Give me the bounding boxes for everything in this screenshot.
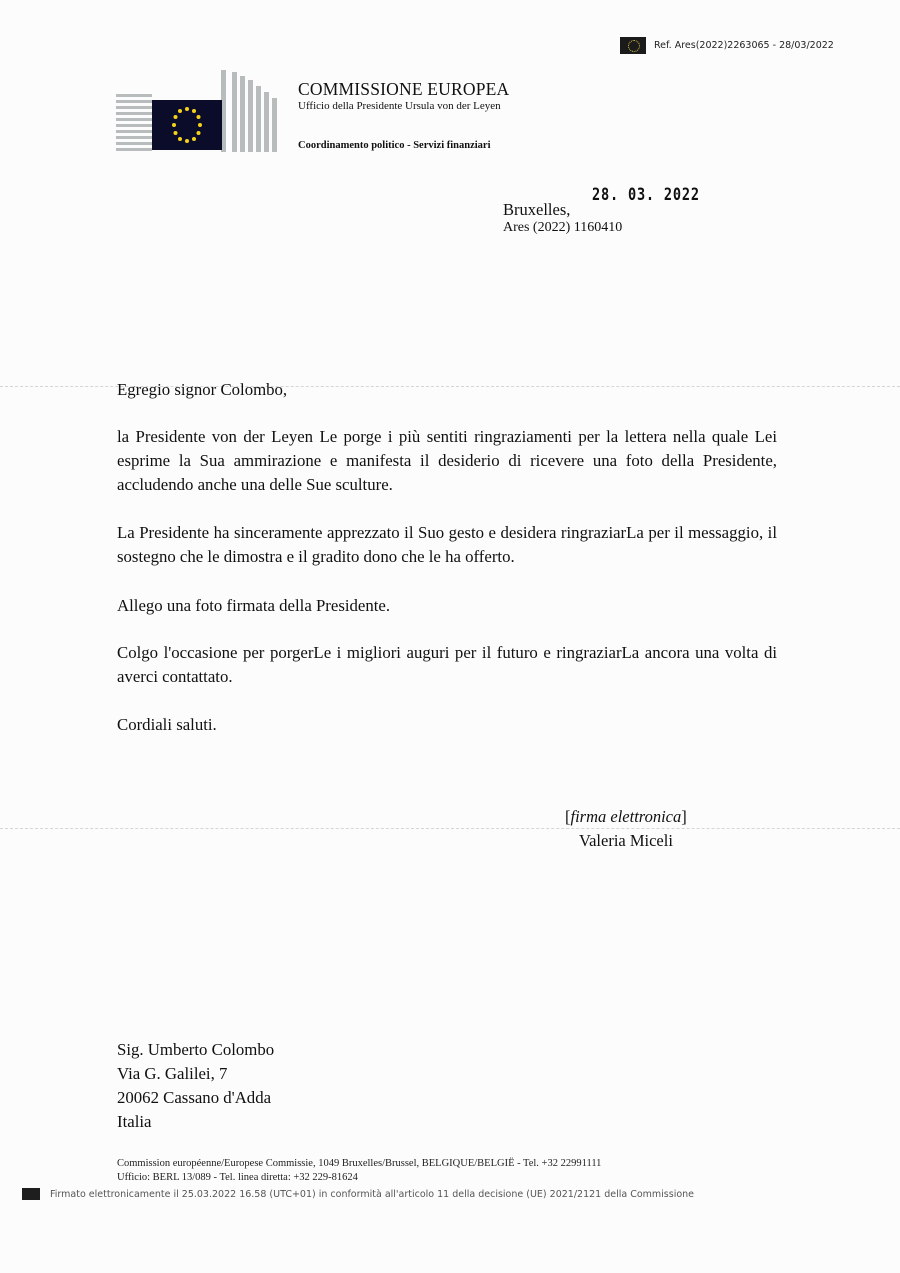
- signature-note-text: firma elettronica: [570, 807, 682, 826]
- electronic-signature-footer: [22, 1188, 694, 1200]
- bracket-close: ]: [681, 807, 687, 826]
- electronic-signature-note: [565, 807, 687, 827]
- bracket-open: [: [565, 807, 571, 826]
- organization-name: COMMISSIONE EUROPEA: [298, 79, 510, 99]
- eu-flag-icon: [620, 37, 646, 54]
- eu-flag-icon: [22, 1188, 40, 1200]
- recipient-city: 20062 Cassano d'Adda: [117, 1088, 272, 1107]
- paragraph: La Presidente ha sinceramente apprezzato il Suo gesto e desidera ringraziarLa per il messaggio, il sostegno che le dimostra e il gradito dono che le ha offerto.: [117, 523, 777, 566]
- closing: Cordiali saluti.: [117, 715, 217, 734]
- footer-address: Commission européenne/Europese Commissie, 1049 Bruxelles/Brussel, BELGIQUE/BELGIË - Tel. +32 22991111: [117, 1158, 602, 1169]
- recipient-country: Italia: [117, 1112, 152, 1131]
- recipient-name: Sig. Umberto Colombo: [117, 1040, 275, 1059]
- paragraph: Allego una foto firmata della Presidente.: [117, 596, 391, 615]
- ares-reference-stamp: [620, 37, 834, 54]
- recipient-street: Via G. Galilei, 7: [117, 1064, 228, 1083]
- salutation: Egregio signor Colombo,: [117, 380, 288, 399]
- european-commission-logo: [116, 70, 278, 152]
- place-text: Bruxelles,: [503, 200, 571, 219]
- organization-office: Ufficio della Presidente Ursula von der Leyen: [298, 100, 501, 112]
- ref-text: Ref. Ares(2022)2263065 - 28/03/2022: [654, 40, 834, 51]
- ares-number: Ares (2022) 1160410: [503, 220, 623, 235]
- e-signature-text: Firmato elettronicamente il 25.03.2022 16.58 (UTC+01) in conformità all'articolo 11 della decisione (UE) 2021/2121 della Commissione: [50, 1188, 695, 1200]
- signatory-name: Valeria Miceli: [579, 831, 673, 850]
- footer-office: Ufficio: BERL 13/089 - Tel. linea diretta: +32 229-81624: [117, 1172, 358, 1183]
- paragraph: la Presidente von der Leyen Le porge i più sentiti ringraziamenti per la lettera nella quale Lei esprime la Sua ammirazione e manifesta il desiderio di ricevere una foto della Presidente, accludendo anche una delle Sue sculture.: [117, 427, 777, 494]
- paragraph: Colgo l'occasione per porgerLe i migliori auguri per il futuro e ringraziarLa ancora una volta di averci contattato.: [117, 643, 777, 686]
- department-name: Coordinamento politico - Servizi finanziari: [298, 140, 491, 151]
- date-stamp: 28. 03. 2022: [592, 185, 700, 205]
- fold-line-bottom: [0, 828, 900, 830]
